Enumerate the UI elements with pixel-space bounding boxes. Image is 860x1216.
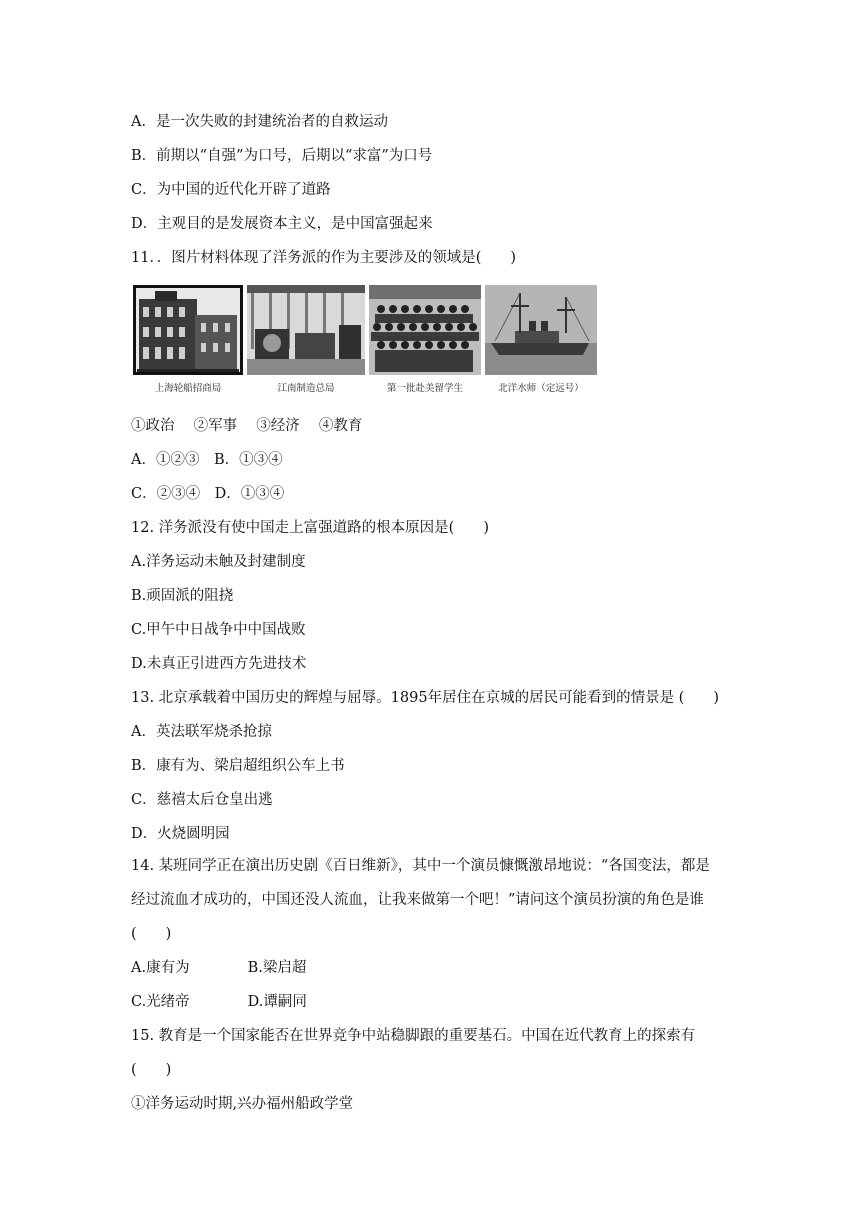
q11-options-cd: C．②③④ D．①③④ — [131, 486, 285, 502]
q13-option-c: C．慈禧太后仓皇出逃 — [131, 792, 273, 808]
photo-warship — [485, 285, 597, 394]
q12-option-d: D.未真正引进西方先进技术 — [131, 656, 307, 672]
caption-shipping-company: 上海轮船招商局 — [154, 383, 222, 394]
q10-option-b: B．前期以“自强”为口号，后期以“求富”为口号 — [131, 148, 433, 164]
q11-choices: ①政治 ②军事 ③经济 ④教育 — [131, 418, 363, 434]
caption-arsenal: 江南制造总局 — [277, 383, 335, 394]
q10-option-d: D．主观目的是发展资本主义，是中国富强起来 — [131, 216, 433, 232]
q11-picture-strip — [131, 285, 601, 397]
q10-option-c: C．为中国的近代化开辟了道路 — [131, 182, 331, 198]
caption-students: 第一批赴美留学生 — [386, 383, 463, 394]
q14-options-cd: C.光绪帝 D.谭嗣同 — [131, 994, 307, 1010]
q15-item-1: ①洋务运动时期,兴办福州船政学堂 — [131, 1096, 354, 1112]
photo-students — [369, 285, 481, 394]
q11-options-ab: A．①②③ B．①③④ — [131, 452, 283, 468]
q12-option-b: B.顽固派的阻挠 — [131, 588, 234, 604]
q14-options-ab: A.康有为 B.梁启超 — [131, 960, 307, 976]
caption-warship: 北洋水师（定远号） — [498, 383, 584, 394]
photo-shipping-company — [133, 285, 243, 394]
q13-option-d: D．火烧圆明园 — [131, 826, 230, 842]
q12-option-c: C.甲午中日战争中中国战败 — [131, 622, 306, 638]
q12-stem: 12. 洋务派没有使中国走上富强道路的根本原因是( ) — [131, 520, 489, 536]
q11-stem: 11．．图片材料体现了洋务派的作为主要涉及的领域是( ) — [131, 250, 517, 266]
q12-option-a: A.洋务运动未触及封建制度 — [131, 554, 306, 570]
q14-stem-line1: 14. 某班同学正在演出历史剧《百日维新》，其中一个演员慷慨激昂地说：“各国变法，都是 — [131, 858, 710, 874]
q13-option-a: A．英法联军烧杀抢掠 — [131, 724, 272, 740]
q15-stem-line1: 15. 教育是一个国家能否在世界竞争中站稳脚跟的重要基石。中国在近代教育上的探索有 — [131, 1028, 696, 1044]
q15-blank: ( ) — [131, 1062, 172, 1078]
q14-stem-line2: 经过流血才成功的，中国还没人流血，让我来做第一个吧！”请问这个演员扮演的角色是谁 — [131, 892, 704, 908]
q13-stem: 13. 北京承载着中国历史的辉煌与屈辱。1895年居住在京城的居民可能看到的情景是 ( ) — [131, 690, 719, 706]
q10-option-a: A．是一次失败的封建统治者的自救运动 — [131, 114, 388, 130]
photo-arsenal — [247, 285, 365, 394]
q14-blank: ( ) — [131, 926, 172, 942]
q13-option-b: B．康有为、梁启超组织公车上书 — [131, 758, 345, 774]
